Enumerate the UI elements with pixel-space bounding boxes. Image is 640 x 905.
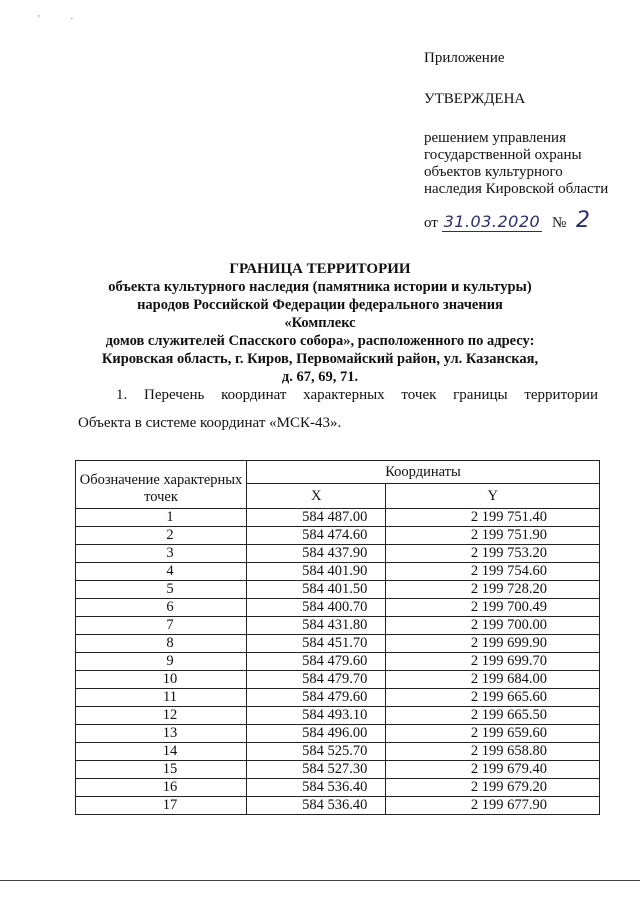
x-cell: 584 451.70 [247, 635, 386, 653]
decision-line: решением управления [424, 130, 566, 146]
approved-label: УТВЕРЖДЕНА [424, 91, 526, 107]
y-cell: 2 199 699.90 [386, 635, 600, 653]
title-line: домов служителей Спасского собора», расположенного по адресу: [105, 333, 535, 349]
y-cell: 2 199 728.20 [386, 581, 600, 599]
paragraph-line-2: Объекта в системе координат «МСК-43». [78, 415, 342, 431]
table-row [76, 581, 600, 599]
y-cell: 2 199 751.90 [386, 527, 600, 545]
y-cell: 2 199 754.60 [386, 563, 600, 581]
table-row [76, 725, 600, 743]
x-cell: 584 536.40 [247, 797, 386, 815]
point-cell: 16 [76, 779, 247, 797]
table-row [76, 689, 600, 707]
paragraph-line-1: 1. Перечень координат характерных точек границы территории [116, 387, 598, 403]
handwritten-date: 31.03.2020 [443, 212, 541, 231]
point-cell: 13 [76, 725, 247, 743]
x-cell: 584 479.60 [247, 653, 386, 671]
decision-line: наследия Кировской области [424, 181, 609, 197]
y-cell: 2 199 753.20 [386, 545, 600, 563]
number-sign: № [551, 215, 567, 231]
point-cell: 12 [76, 707, 247, 725]
point-cell: 14 [76, 743, 247, 761]
y-cell: 2 199 659.60 [386, 725, 600, 743]
table-row [76, 599, 600, 617]
point-column-header: Обозначение характерных точек [76, 461, 247, 509]
table-row [76, 617, 600, 635]
point-cell: 7 [76, 617, 247, 635]
point-cell: 5 [76, 581, 247, 599]
x-cell: 584 479.70 [247, 671, 386, 689]
y-cell: 2 199 677.90 [386, 797, 600, 815]
y-cell: 2 199 751.40 [386, 509, 600, 527]
point-cell: 3 [76, 545, 247, 563]
x-cell: 584 493.10 [247, 707, 386, 725]
x-cell: 584 496.00 [247, 725, 386, 743]
table-row [76, 635, 600, 653]
title-line: Кировская область, г. Киров, Первомайский район, ул. Казанская, [101, 351, 539, 367]
point-cell: 4 [76, 563, 247, 581]
point-cell: 6 [76, 599, 247, 617]
table-row [76, 563, 600, 581]
decision-text [424, 130, 624, 198]
point-cell: 10 [76, 671, 247, 689]
handwritten-number: 2 [576, 208, 591, 233]
point-cell: 9 [76, 653, 247, 671]
x-column-header: X [247, 484, 386, 509]
table-row [76, 779, 600, 797]
y-cell: 2 199 665.50 [386, 707, 600, 725]
table-row [76, 743, 600, 761]
page-bottom-rule [0, 880, 640, 881]
y-cell: 2 199 700.49 [386, 599, 600, 617]
title-main: ГРАНИЦА ТЕРРИТОРИИ [229, 261, 411, 277]
date-prefix: от [424, 215, 438, 231]
title-line: народов Российской Федерации федерального значения «Комплекс [137, 297, 503, 331]
point-cell: 1 [76, 509, 247, 527]
table-row [76, 797, 600, 815]
y-cell: 2 199 699.70 [386, 653, 600, 671]
x-cell: 584 527.30 [247, 761, 386, 779]
point-cell: 2 [76, 527, 247, 545]
table-row [76, 653, 600, 671]
title-line: объекта культурного наследия (памятника истории и культуры) [108, 279, 532, 295]
point-cell: 15 [76, 761, 247, 779]
x-cell: 584 474.60 [247, 527, 386, 545]
y-cell: 2 199 658.80 [386, 743, 600, 761]
document-title [100, 260, 540, 386]
title-line: д. 67, 69, 71. [281, 369, 359, 385]
appendix-label: Приложение [424, 50, 505, 66]
y-cell: 2 199 665.60 [386, 689, 600, 707]
x-cell: 584 536.40 [247, 779, 386, 797]
x-cell: 584 437.90 [247, 545, 386, 563]
y-cell: 2 199 684.00 [386, 671, 600, 689]
table-row [76, 707, 600, 725]
table-row [76, 527, 600, 545]
coordinates-paragraph [78, 381, 598, 437]
decision-line: государственной охраны [424, 147, 582, 163]
x-cell: 584 431.80 [247, 617, 386, 635]
table-row [76, 509, 600, 527]
approval-block [424, 50, 624, 232]
x-cell: 584 400.70 [247, 599, 386, 617]
point-cell: 8 [76, 635, 247, 653]
y-cell: 2 199 679.40 [386, 761, 600, 779]
coordinates-table [75, 460, 600, 815]
x-cell: 584 487.00 [247, 509, 386, 527]
y-cell: 2 199 700.00 [386, 617, 600, 635]
table-row [76, 761, 600, 779]
y-cell: 2 199 679.20 [386, 779, 600, 797]
scan-marks: ' · [38, 14, 88, 25]
coordinates-header: Координаты [247, 461, 600, 484]
x-cell: 584 525.70 [247, 743, 386, 761]
table-row [76, 671, 600, 689]
date-number-line [424, 208, 624, 233]
x-cell: 584 401.50 [247, 581, 386, 599]
decision-line: объектов культурного [424, 164, 563, 180]
x-cell: 584 479.60 [247, 689, 386, 707]
point-cell: 17 [76, 797, 247, 815]
x-cell: 584 401.90 [247, 563, 386, 581]
y-column-header: Y [386, 484, 600, 509]
table-row [76, 545, 600, 563]
point-cell: 11 [76, 689, 247, 707]
